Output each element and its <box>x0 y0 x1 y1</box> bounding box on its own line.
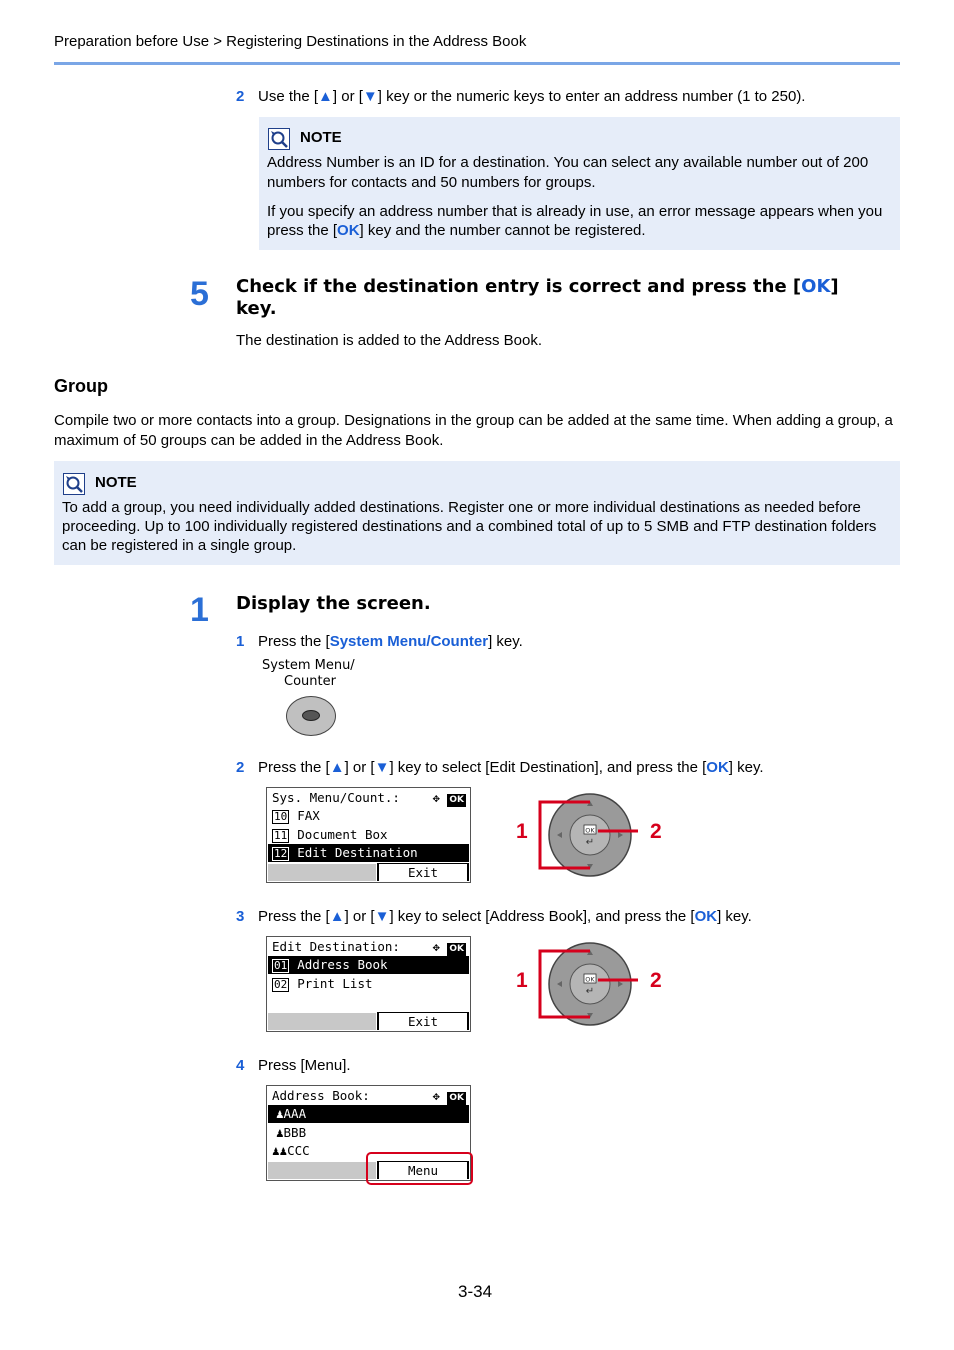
substep-prev: 2 Use the [▲] or [▼] key or the numeric keys to enter an address number (1 to 250). <box>236 88 806 105</box>
callout-label-1: 1 <box>516 820 528 843</box>
down-arrow-icon: ▼ <box>374 908 390 925</box>
callout-label-2: 2 <box>650 820 662 843</box>
step-heading: Display the screen. <box>236 593 431 614</box>
lcd-screen-edit-destination <box>266 936 471 1032</box>
section-title: Group <box>54 376 108 396</box>
lcd-exit-button[interactable]: Exit <box>377 1012 469 1030</box>
up-arrow-icon: ▲ <box>329 908 345 925</box>
lcd-menu-item[interactable]: 10 FAX <box>274 808 320 823</box>
step-body: The destination is added to the Address Book. <box>236 332 543 349</box>
svg-text:↵: ↵ <box>585 837 595 848</box>
step-number: 5 <box>190 275 209 313</box>
down-arrow-icon: ▼ <box>374 759 390 776</box>
ok-icon: OK <box>449 1093 464 1103</box>
note-icon <box>63 473 85 495</box>
substep: 4 Press [Menu]. <box>236 1057 351 1074</box>
callout-label-1: 1 <box>516 969 528 992</box>
breadcrumb: Preparation before Use > Registering Destinations in the Address Book <box>54 33 527 50</box>
group-icon: ♟♟ <box>272 1143 288 1158</box>
lcd-menu-button[interactable]: Menu <box>377 1161 469 1179</box>
note-label: NOTE <box>95 474 137 491</box>
step-number: 1 <box>190 591 209 629</box>
key-led <box>302 710 320 721</box>
lcd-menu-item[interactable]: 02 Print List <box>274 976 373 991</box>
lcd-contact-item[interactable]: ♟♟CCC <box>272 1143 310 1158</box>
ok-icon: OK <box>449 944 464 954</box>
substep-number: 2 <box>236 88 245 105</box>
person-icon: ♟ <box>276 1125 284 1140</box>
svg-text:OK: OK <box>585 975 595 984</box>
substep: 2 Press the [▲] or [▼] key to select [Edit Destination], and press the [OK] key. <box>236 759 764 776</box>
header-rule <box>54 62 900 65</box>
lcd-softkey-blank <box>268 1013 376 1030</box>
select-arrows-icon: ✥ <box>432 791 440 805</box>
lcd-menu-item-selected[interactable]: 01 Address Book <box>268 956 469 974</box>
system-menu-counter-key[interactable] <box>286 696 336 736</box>
substep: 3 Press the [▲] or [▼] key to select [Address Book], and press the [OK] key. <box>236 908 752 925</box>
person-icon: ♟ <box>276 1106 284 1121</box>
lcd-title: Edit Destination: <box>272 939 400 954</box>
note-label: NOTE <box>300 129 342 146</box>
ok-icon: OK <box>449 795 464 805</box>
lcd-nav-indicator <box>433 791 466 807</box>
note-box-group <box>54 461 900 565</box>
lcd-title: Address Book: <box>272 1088 370 1103</box>
lcd-contact-item-selected[interactable]: ♟AAA <box>268 1105 469 1123</box>
system-menu-key-label: System Menu/ Counter <box>262 658 355 689</box>
svg-text:OK: OK <box>585 826 595 835</box>
controller-illustration <box>510 792 670 880</box>
up-arrow-icon: ▲ <box>329 759 345 776</box>
lcd-nav-indicator <box>433 940 466 956</box>
substep: 1 Press the [System Menu/Counter] key. <box>236 633 523 650</box>
note-paragraph: If you specify an address number that is already in use, an error message appears when you press the [OK] key and the number cannot be registered. <box>267 203 883 239</box>
note-paragraph: Address Number is an ID for a destination. You can select any available number out of 200 numbers for contacts and 50 numbers for groups. <box>267 154 869 191</box>
lcd-nav-indicator <box>433 1089 466 1105</box>
lcd-softkey-blank <box>268 864 376 881</box>
select-arrows-icon: ✥ <box>432 1089 440 1103</box>
section-body: Compile two or more contacts into a group. Designations in the group can be added at the same time. When adding a group, a maximum of 50 groups can be added in the Address Book. <box>54 412 893 449</box>
select-arrows-icon: ✥ <box>432 940 440 954</box>
lcd-menu-item-selected[interactable]: 12 Edit Destination <box>268 844 469 862</box>
note-icon <box>268 128 290 150</box>
lcd-contact-item[interactable]: ♟BBB <box>276 1125 307 1140</box>
lcd-screen-sys-menu <box>266 787 471 883</box>
controller-illustration <box>510 941 670 1029</box>
svg-text:↵: ↵ <box>585 986 595 997</box>
lcd-exit-button[interactable]: Exit <box>377 863 469 881</box>
down-arrow-icon: ▼ <box>362 88 378 105</box>
page-number: 3-34 <box>458 1282 493 1301</box>
callout-label-2: 2 <box>650 969 662 992</box>
note-paragraph: To add a group, you need individually added destinations. Register one or more individual destinations as needed before proceeding. Up to 100 individually registered destinations and a combined total of up to 5 SMB and FTP destination folders can be registered in a single group. <box>62 499 877 554</box>
lcd-softkey-blank <box>268 1162 376 1179</box>
step-heading: Check if the destination entry is correct and press the [OK] key. <box>236 276 839 319</box>
menu-button-highlight <box>366 1152 473 1185</box>
lcd-menu-item[interactable]: 11 Document Box <box>274 827 388 842</box>
up-arrow-icon: ▲ <box>318 88 333 105</box>
note-box-address-number <box>259 117 900 250</box>
lcd-title: Sys. Menu/Count.: <box>272 790 400 805</box>
